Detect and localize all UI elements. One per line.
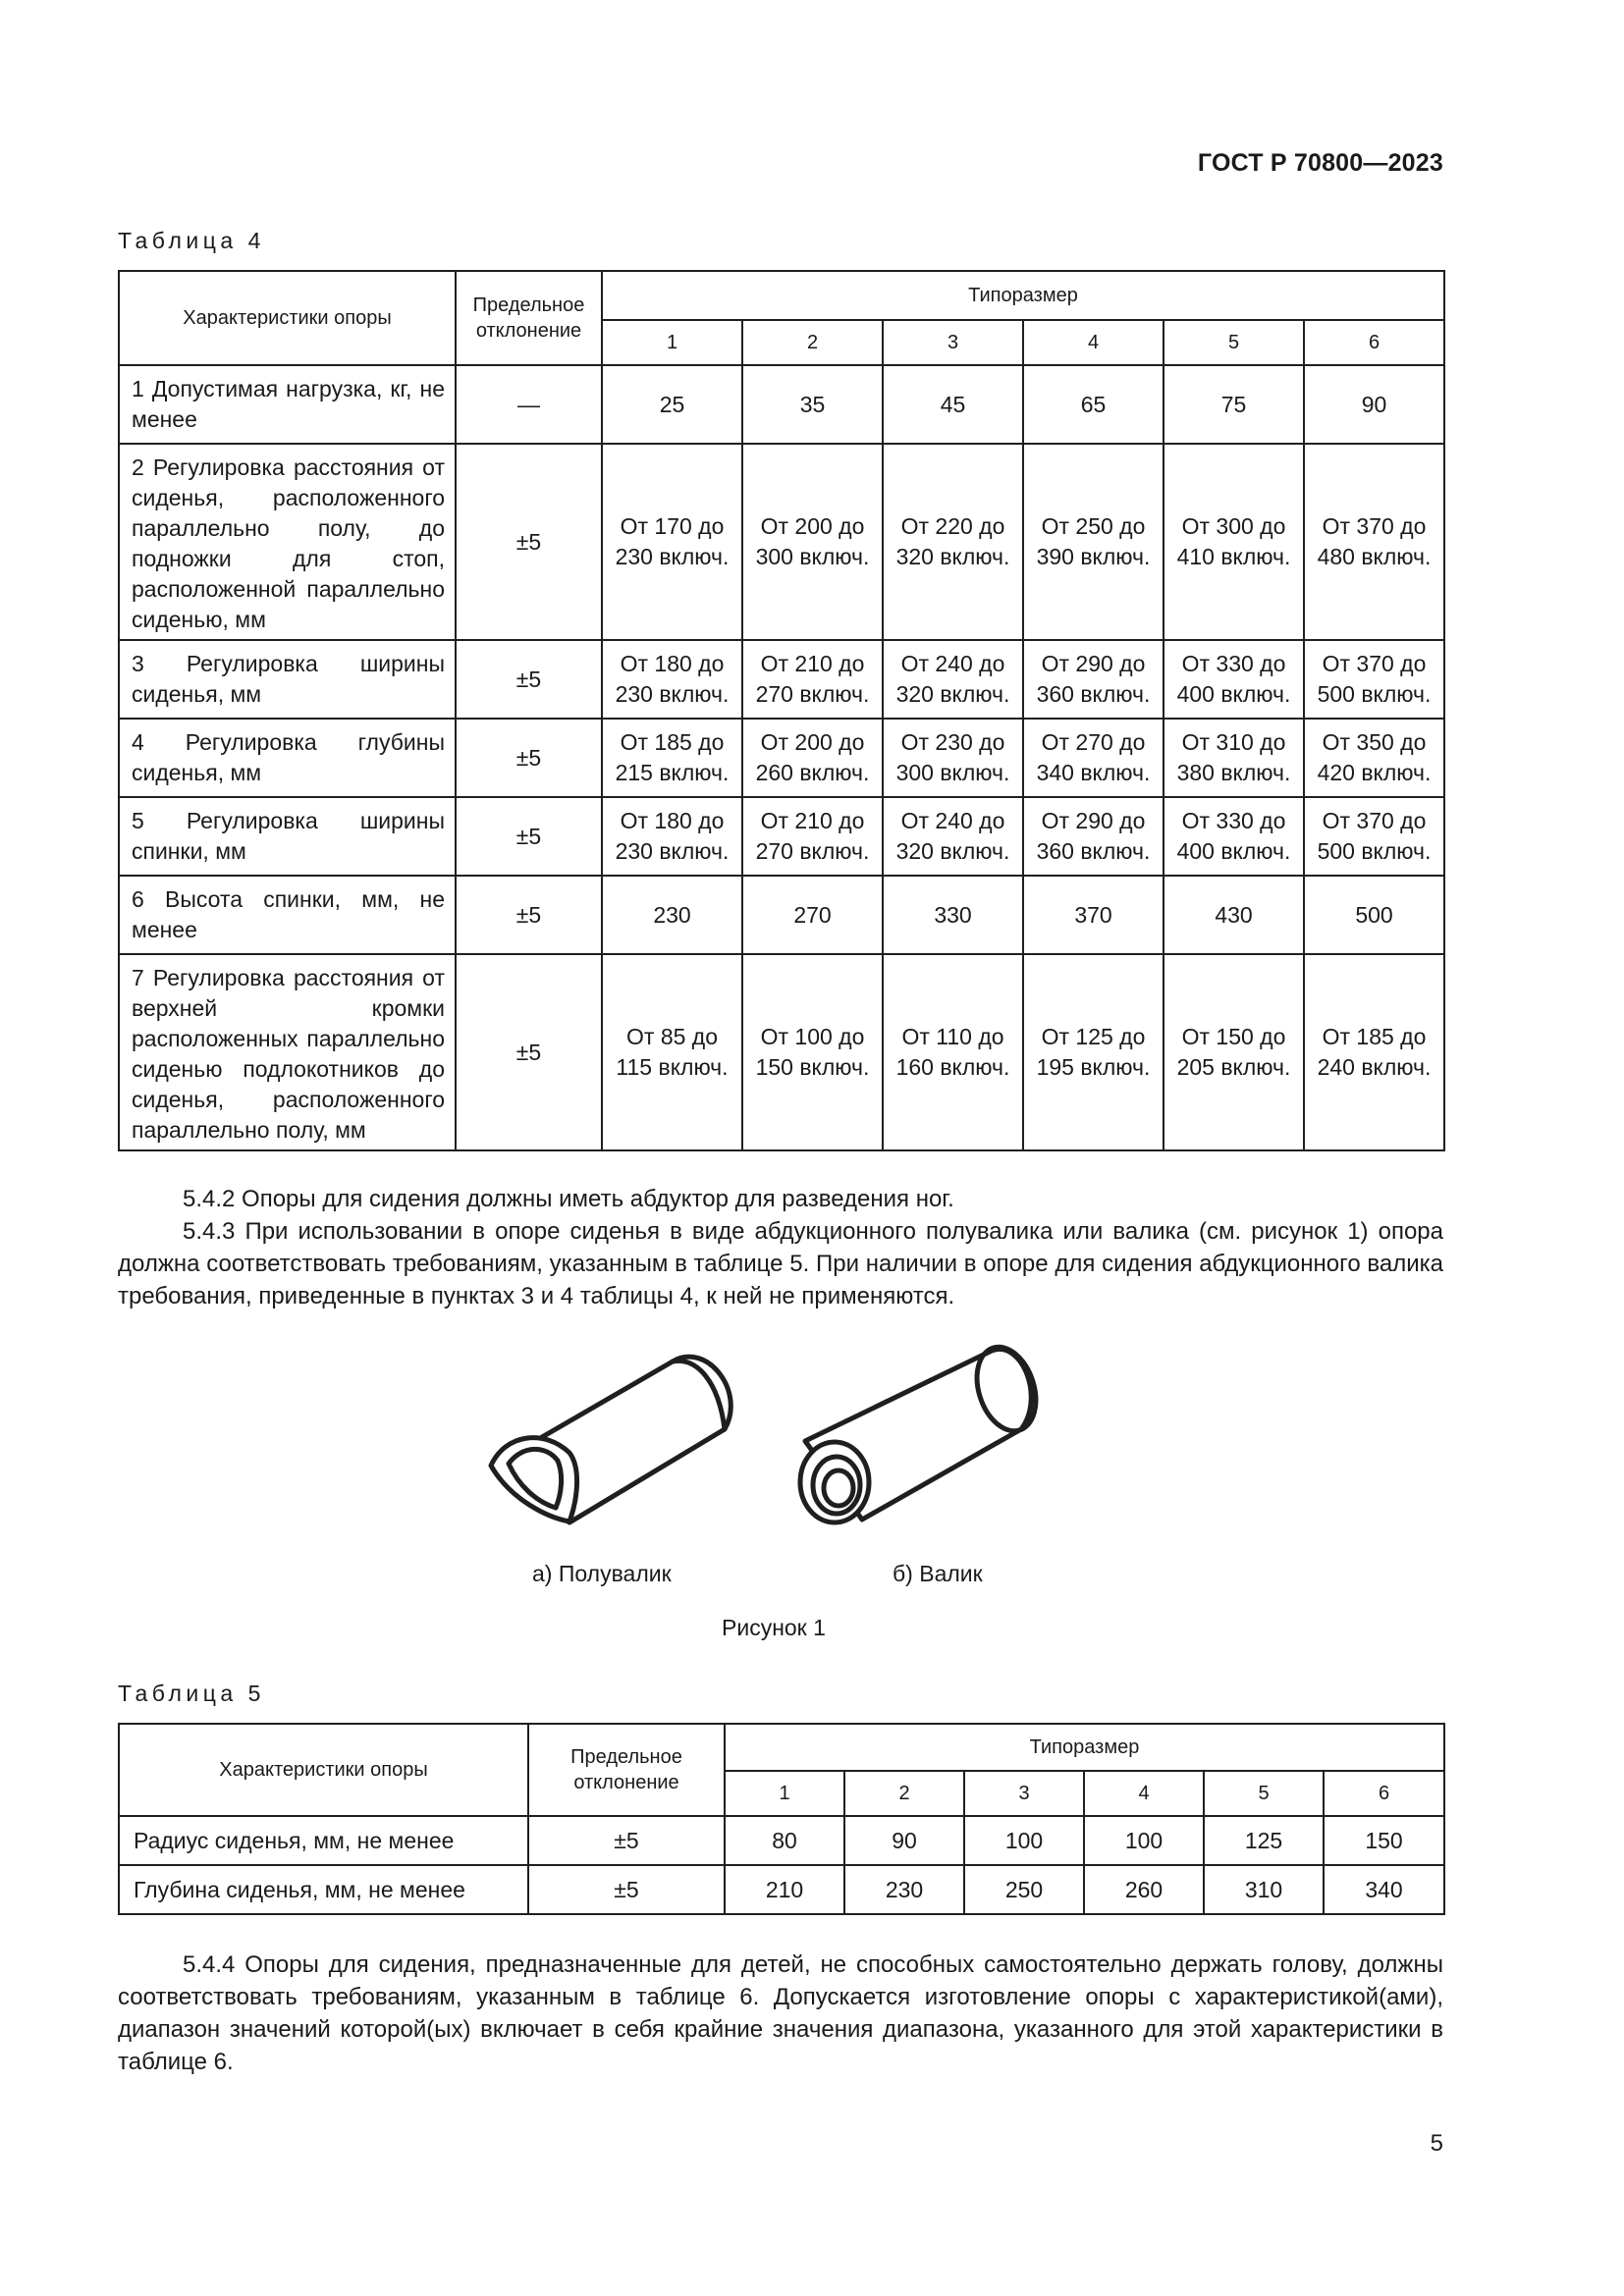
table-row	[119, 719, 1444, 797]
t5-size-label: 1	[725, 1771, 844, 1816]
t4-cell: От 110 до 160 включ.	[883, 954, 1023, 1150]
table-row	[119, 1865, 1444, 1914]
t4-row-characteristic: 5 Регулировка ширины спинки, мм	[119, 797, 456, 876]
paragraph-5-4-2-text: 5.4.2 Опоры для сидения должны иметь абдуктор для разведения ног.	[183, 1186, 954, 1212]
t4-row-deviation: ±5	[456, 954, 602, 1150]
t4-cell: От 170 до 230 включ.	[602, 444, 742, 640]
table-4	[118, 270, 1445, 1151]
t4-cell: От 180 до 230 включ.	[602, 797, 742, 876]
t4-size-label: 6	[1304, 320, 1444, 365]
t4-cell: От 150 до 205 включ.	[1164, 954, 1304, 1150]
t4-cell: От 220 до 320 включ.	[883, 444, 1023, 640]
t5-cell: 80	[725, 1816, 844, 1865]
t4-cell: От 370 до 500 включ.	[1304, 640, 1444, 719]
t5-cell: 125	[1204, 1816, 1324, 1865]
t5-size-label: 5	[1204, 1771, 1324, 1816]
t4-size-label: 2	[742, 320, 883, 365]
t4-row-deviation: ±5	[456, 719, 602, 797]
t4-row-deviation: ±5	[456, 640, 602, 719]
t4-size-label: 3	[883, 320, 1023, 365]
figure-1-label-a: а) Полувалик	[532, 1561, 672, 1586]
t5-cell: 100	[964, 1816, 1084, 1865]
t4-cell: От 310 до 380 включ.	[1164, 719, 1304, 797]
t5-header-deviation: Предельное отклонение	[528, 1724, 725, 1816]
t4-header-deviation: Предельное отклонение	[456, 271, 602, 365]
paragraph-5-4-3	[118, 1215, 1443, 1312]
paragraph-5-4-4	[118, 1949, 1443, 2078]
paragraph-5-4-3-text: 5.4.3 При использовании в опоре сиденья в виде абдукционного полувалика или валика (см. рисунок 1) опора должна соответствовать требованиям, указанным в таблице 5. При наличии в опоре для сидения абдукционного валика требования, приведенные в пунктах 3 и 4 таблицы 4, к ней не применяются.	[118, 1218, 1443, 1309]
roller-drawing	[800, 1340, 1046, 1522]
t4-cell: 90	[1304, 365, 1444, 444]
t4-cell: От 250 до 390 включ.	[1023, 444, 1164, 640]
t4-cell: От 210 до 270 включ.	[742, 640, 883, 719]
t5-cell: 250	[964, 1865, 1084, 1914]
t5-header-size: Типоразмер	[725, 1724, 1444, 1771]
t4-cell: От 330 до 400 включ.	[1164, 640, 1304, 719]
t5-row-characteristic: Радиус сиденья, мм, не менее	[119, 1816, 528, 1865]
t4-cell: От 290 до 360 включ.	[1023, 797, 1164, 876]
t4-cell: 35	[742, 365, 883, 444]
t5-cell: 90	[844, 1816, 964, 1865]
t5-cell: 100	[1084, 1816, 1204, 1865]
t4-cell: 370	[1023, 876, 1164, 954]
t4-cell: От 185 до 215 включ.	[602, 719, 742, 797]
t4-cell: От 230 до 300 включ.	[883, 719, 1023, 797]
table-row	[119, 876, 1444, 954]
t4-cell: От 200 до 300 включ.	[742, 444, 883, 640]
table-row	[119, 640, 1444, 719]
t5-size-label: 3	[964, 1771, 1084, 1816]
t4-row-characteristic: 4 Регулировка глубины сиденья, мм	[119, 719, 456, 797]
figure-1-caption: Рисунок 1	[722, 1615, 826, 1640]
t5-row-characteristic: Глубина сиденья, мм, не менее	[119, 1865, 528, 1914]
t4-row-characteristic: 3 Регулировка ширины сиденья, мм	[119, 640, 456, 719]
t5-size-label: 2	[844, 1771, 964, 1816]
t5-cell: 310	[1204, 1865, 1324, 1914]
t5-cell: 340	[1324, 1865, 1444, 1914]
paragraph-5-4-4-text: 5.4.4 Опоры для сидения, предназначенные для детей, не способных самостоятельно держать голову, должны соответствовать требованиям, указанным в таблице 6. Допускается изготовление опоры с характеристикой(ами), диапазон значений которой(ых) включает в себя крайние значения диапазона, указанного для этой характеристики в таблице 6.	[118, 1951, 1443, 2075]
t4-row-characteristic: 2 Регулировка расстояния от сиденья, расположенного параллельно полу, до подножки для стоп, расположенной параллельно сиденью, мм	[119, 444, 456, 640]
t4-row-deviation: ±5	[456, 797, 602, 876]
t4-cell: От 270 до 340 включ.	[1023, 719, 1164, 797]
t4-cell: 230	[602, 876, 742, 954]
t4-cell: 330	[883, 876, 1023, 954]
t4-row-deviation: —	[456, 365, 602, 444]
half-bolster-drawing	[491, 1357, 731, 1522]
t5-cell: 210	[725, 1865, 844, 1914]
t4-cell: От 370 до 500 включ.	[1304, 797, 1444, 876]
table-5-caption: Таблица 5	[118, 1681, 265, 1706]
t5-size-label: 6	[1324, 1771, 1444, 1816]
t4-cell: 500	[1304, 876, 1444, 954]
t4-cell: От 125 до 195 включ.	[1023, 954, 1164, 1150]
t4-cell: 65	[1023, 365, 1164, 444]
table-5	[118, 1723, 1445, 1915]
table-row	[119, 365, 1444, 444]
t4-row-characteristic: 1 Допустимая нагрузка, кг, не менее	[119, 365, 456, 444]
t4-cell: От 240 до 320 включ.	[883, 797, 1023, 876]
t4-cell: 45	[883, 365, 1023, 444]
t5-header-characteristics: Характеристики опоры	[119, 1724, 528, 1816]
table-row	[119, 797, 1444, 876]
t5-size-label: 4	[1084, 1771, 1204, 1816]
paragraph-5-4-2	[118, 1183, 1443, 1215]
document-header: ГОСТ Р 70800—2023	[1197, 149, 1443, 177]
t4-row-characteristic: 7 Регулировка расстояния от верхней кромки расположенных параллельно сиденью подлокотников до сиденья, расположенного параллельно полу, мм	[119, 954, 456, 1150]
t4-size-label: 5	[1164, 320, 1304, 365]
t5-cell: 260	[1084, 1865, 1204, 1914]
table-row	[119, 1816, 1444, 1865]
table-row	[119, 444, 1444, 640]
t4-row-deviation: ±5	[456, 876, 602, 954]
t4-header-size: Типоразмер	[602, 271, 1444, 320]
t4-cell: От 350 до 420 включ.	[1304, 719, 1444, 797]
t4-size-label: 1	[602, 320, 742, 365]
t4-cell: От 180 до 230 включ.	[602, 640, 742, 719]
t4-row-characteristic: 6 Высота спинки, мм, не менее	[119, 876, 456, 954]
t4-cell: От 100 до 150 включ.	[742, 954, 883, 1150]
figure-1-label-b: б) Валик	[893, 1561, 983, 1586]
t4-cell: От 300 до 410 включ.	[1164, 444, 1304, 640]
t4-cell: От 210 до 270 включ.	[742, 797, 883, 876]
t4-cell: От 200 до 260 включ.	[742, 719, 883, 797]
t4-cell: 430	[1164, 876, 1304, 954]
figure-1-drawing	[471, 1343, 1100, 1569]
t5-row-deviation: ±5	[528, 1816, 725, 1865]
t4-cell: От 370 до 480 включ.	[1304, 444, 1444, 640]
t4-cell: От 85 до 115 включ.	[602, 954, 742, 1150]
table-row	[119, 954, 1444, 1150]
t4-cell: От 290 до 360 включ.	[1023, 640, 1164, 719]
t4-cell: 75	[1164, 365, 1304, 444]
t5-cell: 230	[844, 1865, 964, 1914]
t4-cell: От 330 до 400 включ.	[1164, 797, 1304, 876]
t4-size-label: 4	[1023, 320, 1164, 365]
t4-header-characteristics: Характеристики опоры	[119, 271, 456, 365]
page-number: 5	[1430, 2130, 1443, 2157]
t4-cell: 25	[602, 365, 742, 444]
t4-cell: От 240 до 320 включ.	[883, 640, 1023, 719]
t4-cell: 270	[742, 876, 883, 954]
t4-row-deviation: ±5	[456, 444, 602, 640]
t5-cell: 150	[1324, 1816, 1444, 1865]
t5-row-deviation: ±5	[528, 1865, 725, 1914]
t4-cell: От 185 до 240 включ.	[1304, 954, 1444, 1150]
table-4-caption: Таблица 4	[118, 228, 265, 253]
